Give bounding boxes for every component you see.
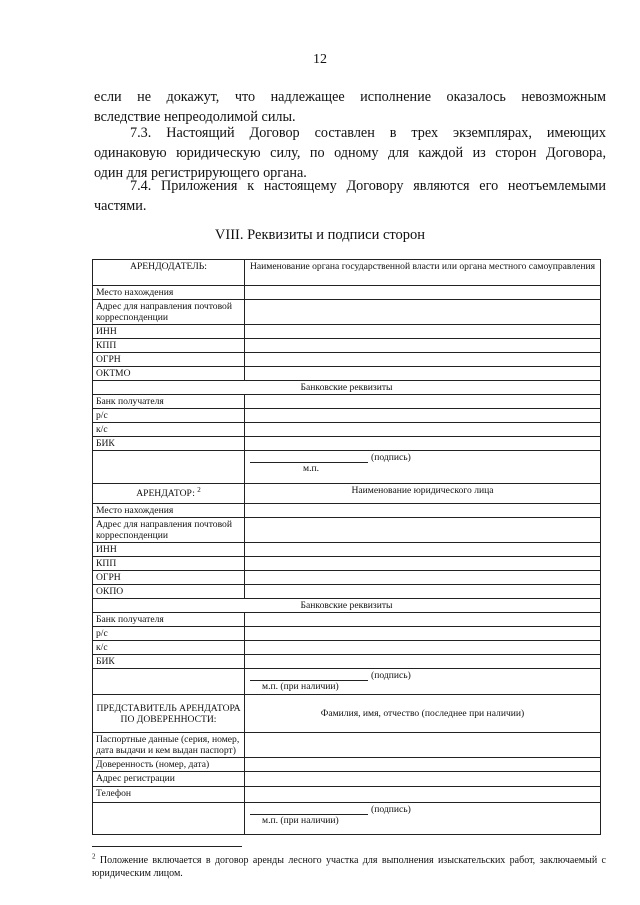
value-cell xyxy=(245,518,601,543)
value-cell xyxy=(245,758,601,772)
row-label: Банк получателя xyxy=(93,395,245,409)
footnote xyxy=(92,854,606,880)
tenant-org-header: Наименование юридического лица xyxy=(245,484,601,504)
row-label: Банк получателя xyxy=(93,613,245,627)
row-label: ИНН xyxy=(93,543,245,557)
table-row xyxy=(93,437,601,451)
table-row xyxy=(93,758,601,772)
value-cell xyxy=(245,772,601,787)
footnote-divider xyxy=(92,846,242,847)
paragraph-force-majeure xyxy=(94,87,606,127)
value-cell xyxy=(245,300,601,325)
signature-row xyxy=(93,451,601,484)
row-label: Место нахождения xyxy=(93,286,245,300)
row-label: Адрес для направления почтовой корреспонденции xyxy=(93,518,245,543)
paragraph-7-3 xyxy=(94,123,606,183)
value-cell xyxy=(245,627,601,641)
row-label: ОГРН xyxy=(93,571,245,585)
table-row xyxy=(93,733,601,758)
signature-row xyxy=(93,669,601,695)
representative-heading: ПРЕДСТАВИТЕЛЬ АРЕНДАТОРА ПО ДОВЕРЕННОСТИ: xyxy=(93,695,245,733)
value-cell xyxy=(245,571,601,585)
signature-cell xyxy=(245,669,601,695)
row-label: Доверенность (номер, дата) xyxy=(93,758,245,772)
table-row xyxy=(93,787,601,803)
empty-cell xyxy=(93,669,245,695)
signature-caption: (подпись) xyxy=(371,452,411,463)
footnote-marker: 2 xyxy=(197,485,201,494)
signature-line xyxy=(250,671,368,681)
text-line: если не докажут, что надлежащее исполнение оказалось невозможным xyxy=(94,89,606,105)
table-row xyxy=(93,300,601,325)
table-row xyxy=(93,367,601,381)
landlord-heading: АРЕНДОДАТЕЛЬ: xyxy=(93,260,245,286)
row-label: Адрес регистрации xyxy=(93,772,245,787)
page-number: 12 xyxy=(313,52,327,67)
table-row xyxy=(93,395,601,409)
table-row xyxy=(93,325,601,339)
table-row xyxy=(93,585,601,599)
table-row xyxy=(93,286,601,300)
table-row xyxy=(93,409,601,423)
value-cell xyxy=(245,286,601,300)
value-cell xyxy=(245,557,601,571)
tenant-heading: АРЕНДАТОР: $^2$ xyxy=(93,484,245,504)
empty-cell xyxy=(93,803,245,835)
row-label: ИНН xyxy=(93,325,245,339)
text-line: частями. xyxy=(94,198,147,214)
value-cell xyxy=(245,395,601,409)
row-label: БИК xyxy=(93,437,245,451)
value-cell xyxy=(245,353,601,367)
bank-header-row xyxy=(93,381,601,395)
table-row xyxy=(93,613,601,627)
stamp-caption: м.п. (при наличии) xyxy=(262,681,339,692)
landlord-org-header: Наименование органа государственной власти или органа местного самоуправления xyxy=(245,260,601,286)
value-cell xyxy=(245,641,601,655)
section-title: VIII. Реквизиты и подписи сторон xyxy=(214,227,426,243)
table-row xyxy=(93,627,601,641)
text-line: 7.3. Настоящий Договор составлен в трех экземплярах, имеющих xyxy=(130,125,606,141)
value-cell xyxy=(245,787,601,803)
row-label: к/с xyxy=(93,641,245,655)
row-label: ОКТМО xyxy=(93,367,245,381)
table-row xyxy=(93,423,601,437)
row-label: р/с xyxy=(93,627,245,641)
signature-caption: (подпись) xyxy=(371,804,411,815)
signature-caption: (подпись) xyxy=(371,670,411,681)
table-row xyxy=(93,655,601,669)
signature-line xyxy=(250,453,368,463)
signature-cell xyxy=(245,451,601,484)
row-label: Адрес для направления почтовой корреспонденции xyxy=(93,300,245,325)
table-row xyxy=(93,641,601,655)
table-row xyxy=(93,772,601,787)
row-label: ОКПО xyxy=(93,585,245,599)
value-cell xyxy=(245,409,601,423)
row-label: р/с xyxy=(93,409,245,423)
signature-line xyxy=(250,805,368,815)
value-cell xyxy=(245,613,601,627)
footnote-mark: 2 xyxy=(92,852,96,861)
table-row xyxy=(93,571,601,585)
signature-row xyxy=(93,803,601,835)
value-cell xyxy=(245,437,601,451)
representative-header-row xyxy=(93,695,601,733)
table-row xyxy=(93,543,601,557)
row-label: КПП xyxy=(93,339,245,353)
table-row xyxy=(93,353,601,367)
tenant-header-row xyxy=(93,484,601,504)
row-label: ОГРН xyxy=(93,353,245,367)
stamp-caption: м.п. (при наличии) xyxy=(262,815,339,826)
value-cell xyxy=(245,339,601,353)
stamp-caption: м.п. xyxy=(303,463,320,474)
row-label: Телефон xyxy=(93,787,245,803)
value-cell xyxy=(245,367,601,381)
text-line: 7.4. Приложения к настоящему Договору являются его неотъемлемыми xyxy=(130,178,606,194)
bank-header-row xyxy=(93,599,601,613)
row-label: БИК xyxy=(93,655,245,669)
row-label: КПП xyxy=(93,557,245,571)
value-cell xyxy=(245,325,601,339)
text-line: вследствие непреодолимой силы. xyxy=(94,109,296,125)
bank-header: Банковские реквизиты xyxy=(93,381,601,395)
requisites-table xyxy=(92,259,601,835)
row-label: к/с xyxy=(93,423,245,437)
value-cell xyxy=(245,504,601,518)
value-cell xyxy=(245,585,601,599)
signature-cell xyxy=(245,803,601,835)
value-cell xyxy=(245,733,601,758)
landlord-header-row xyxy=(93,260,601,286)
table-row xyxy=(93,504,601,518)
row-label: Паспортные данные (серия, номер, дата выдачи и кем выдан паспорт) xyxy=(93,733,245,758)
text-line: одинаковую юридическую силу, по одному для каждой из сторон Договора, xyxy=(94,145,606,161)
representative-name-header: Фамилия, имя, отчество (последнее при наличии) xyxy=(245,695,601,733)
table-row xyxy=(93,518,601,543)
footnote-text: Положение включается в договор аренды лесного участка для выполнения изыскательских работ, заключаемый с юридическим лицом. xyxy=(92,855,606,879)
paragraph-7-4 xyxy=(94,176,606,216)
bank-header: Банковские реквизиты xyxy=(93,599,601,613)
empty-cell xyxy=(93,451,245,484)
row-label: Место нахождения xyxy=(93,504,245,518)
text-line: один для регистрирующего органа. xyxy=(94,165,307,181)
table-row xyxy=(93,557,601,571)
value-cell xyxy=(245,423,601,437)
table-row xyxy=(93,339,601,353)
value-cell xyxy=(245,543,601,557)
value-cell xyxy=(245,655,601,669)
